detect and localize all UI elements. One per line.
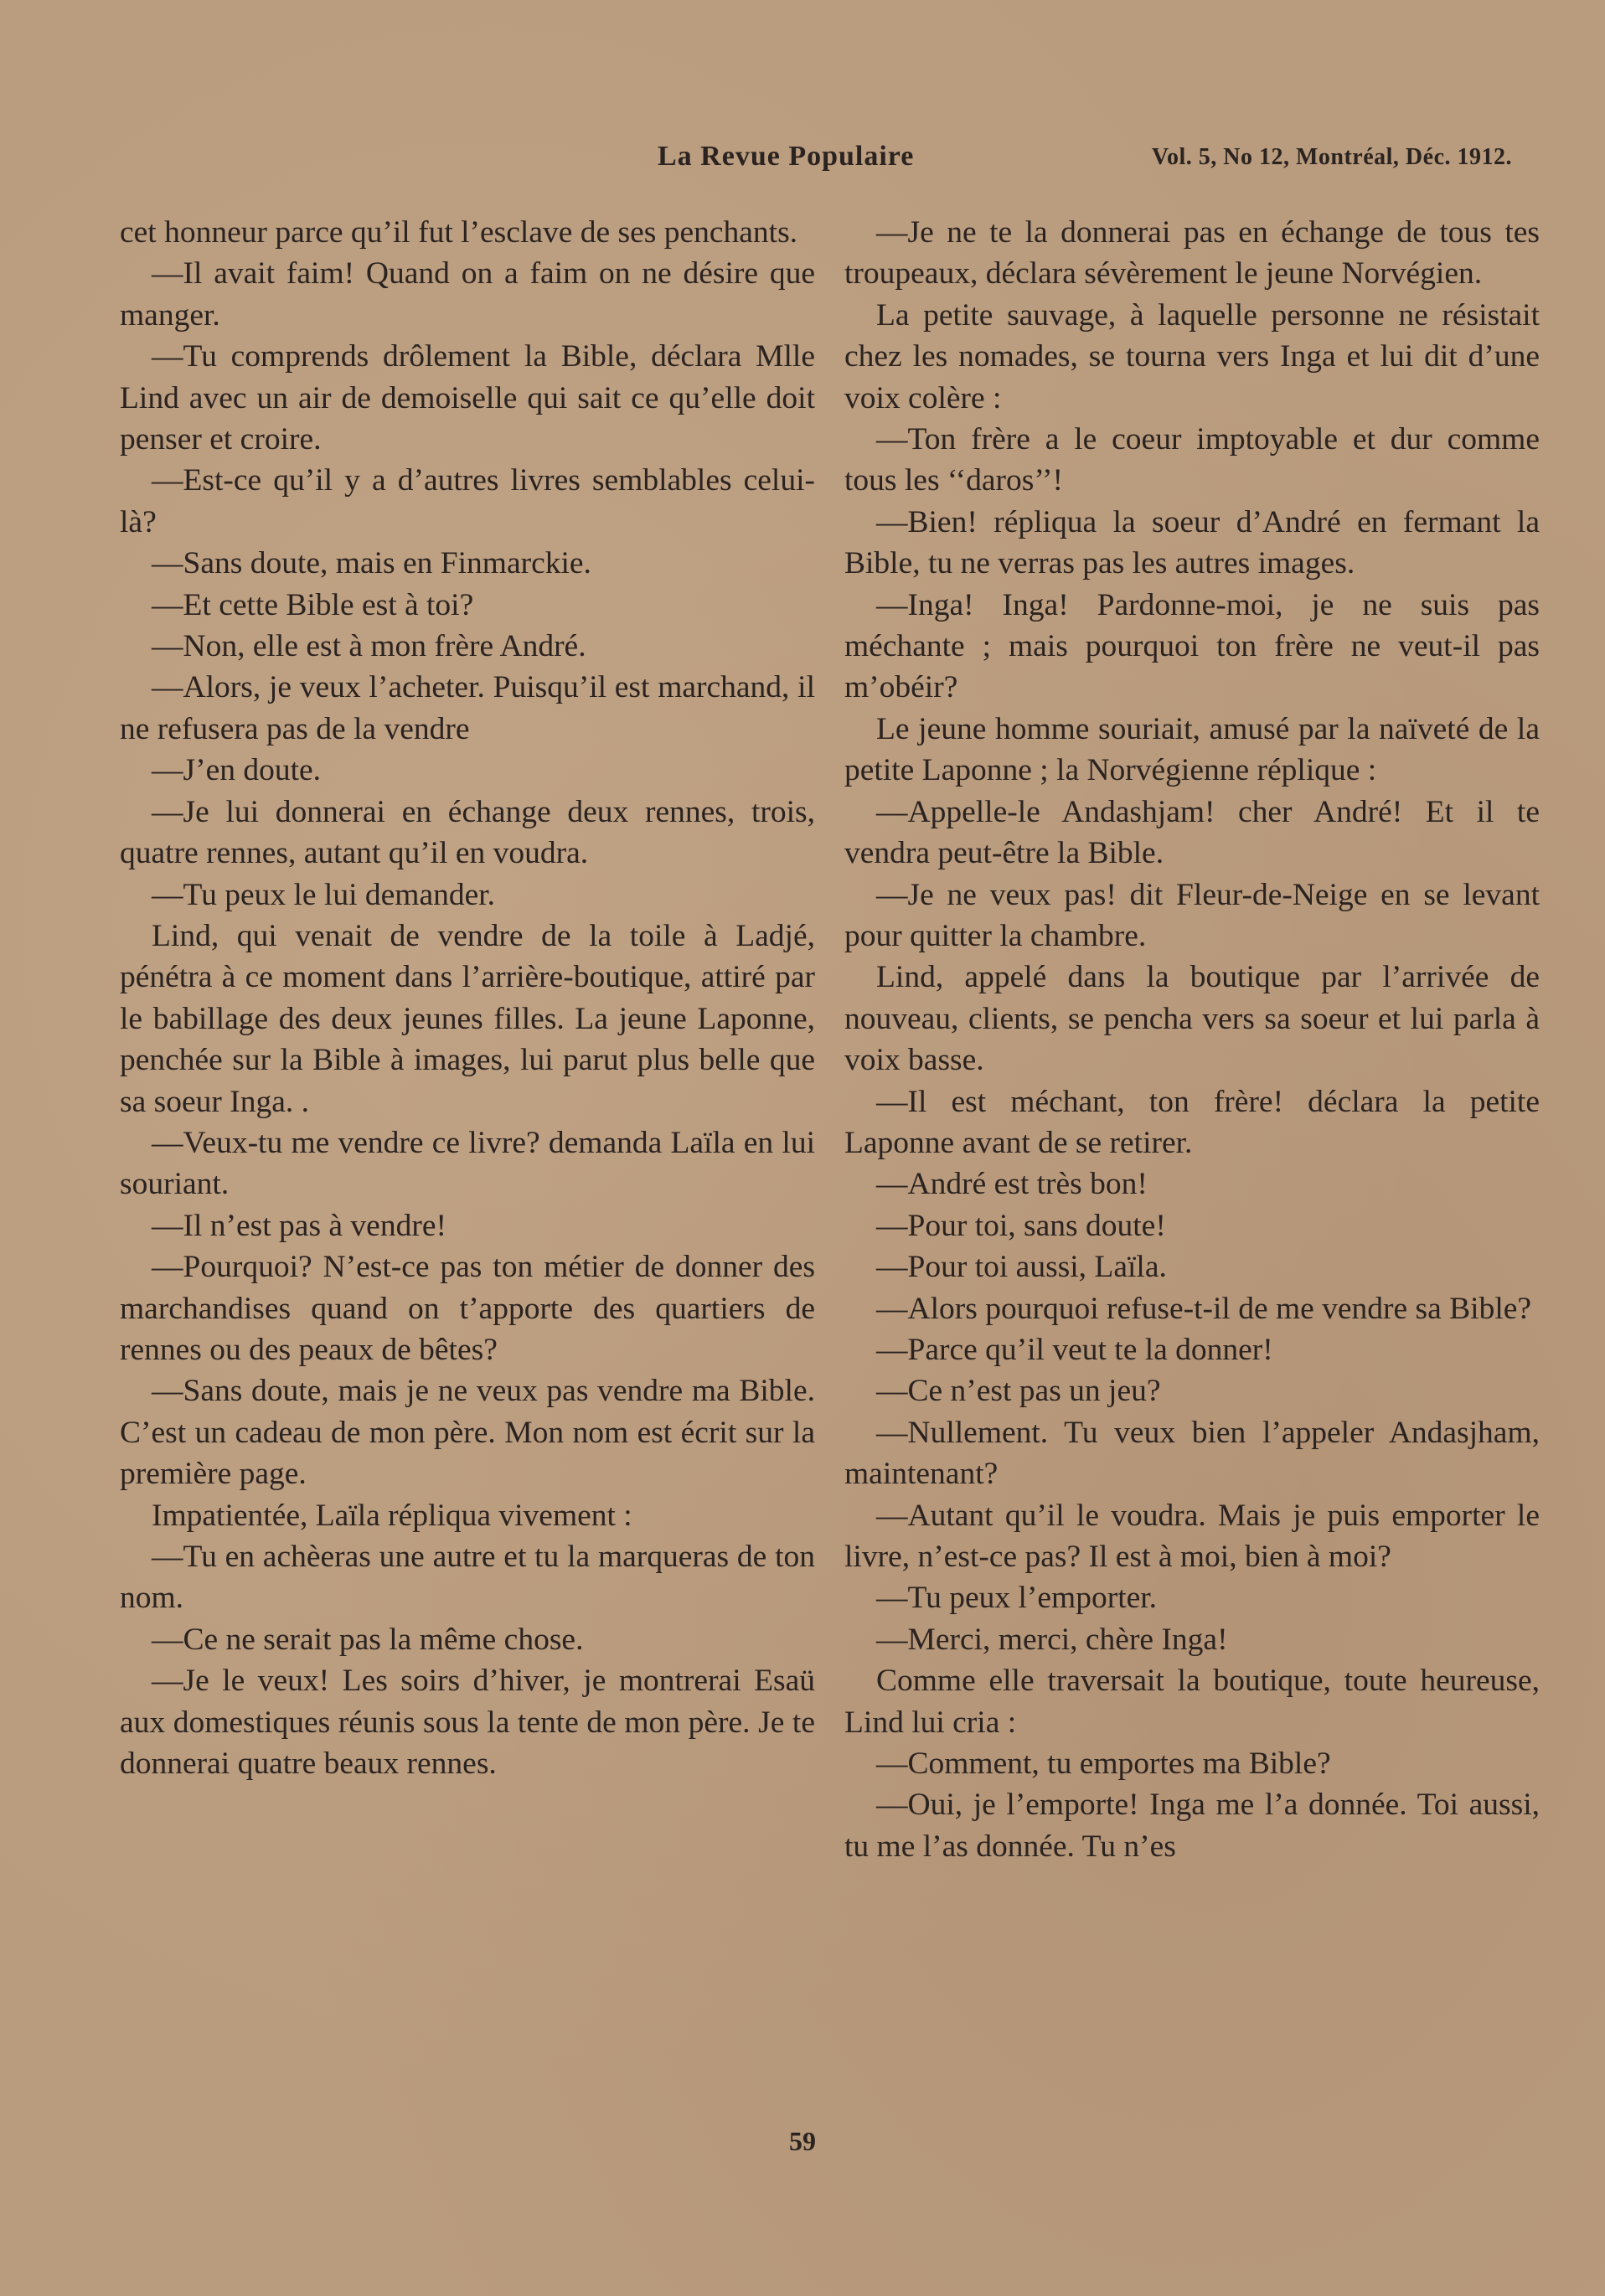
paragraph: cet honneur parce qu’il fut l’esclave de ses penchants. xyxy=(120,215,798,250)
paragraph: —Et cette Bible est à toi? xyxy=(152,587,474,622)
paragraph: Impatientée, Laïla répliqua vivement : xyxy=(152,1498,632,1533)
paragraph: —Ce ne serait pas la même chose. xyxy=(152,1622,584,1657)
paragraph: —Appelle-le Andashjam! cher André! Et il te vendra peut-être la Bible. xyxy=(844,794,1540,871)
paragraph: —Sans doute, mais je ne veux pas vendre ma Bible. C’est un cadeau de mon père. Mon nom est écrit sur la première page. xyxy=(120,1374,815,1492)
paragraph: —Pour toi, sans doute! xyxy=(876,1208,1166,1243)
paragraph: —Je le veux! Les soirs d’hiver, je montrerai Esaü aux domestiques réunis sous la tente de mon père. Je te donnerai quatre beaux rennes. xyxy=(120,1664,815,1782)
paragraph: —Oui, je l’emporte! Inga me l’a donnée. Toi aussi, tu me l’as donnée. Tu n’es xyxy=(844,1788,1540,1864)
paragraph: Le jeune homme souriait, amusé par la naïveté de la petite Laponne ; la Norvégienne réplique : xyxy=(844,711,1540,788)
paragraph: —Il n’est pas à vendre! xyxy=(152,1208,446,1243)
paragraph: Comme elle traversait la boutique, toute heureuse, Lind lui cria : xyxy=(844,1664,1540,1740)
paragraph: —Est-ce qu’il y a d’autres livres semblables celui-là? xyxy=(120,463,815,539)
paragraph: —Pour toi aussi, Laïla. xyxy=(876,1250,1167,1285)
journal-title: La Revue Populaire xyxy=(658,141,915,172)
paragraph: —Sans doute, mais en Finmarckie. xyxy=(152,546,591,581)
paragraph: —Non, elle est à mon frère André. xyxy=(152,629,586,664)
paragraph: —Tu peux le lui demander. xyxy=(152,877,496,912)
paragraph: —Veux-tu me vendre ce livre? demanda Laïla en lui souriant. xyxy=(120,1125,815,1202)
page-number: 59 xyxy=(789,2126,816,2156)
paragraph: —Je ne te la donnerai pas en échange de tous tes troupeaux, déclara sévèrement le jeune Norvégien. xyxy=(844,215,1540,292)
paragraph: —Ce n’est pas un jeu? xyxy=(876,1374,1161,1409)
paragraph: —Alors pourquoi refuse-t-il de me vendre sa Bible? xyxy=(876,1291,1532,1326)
paragraph: —Il avait faim! Quand on a faim on ne désire que manger. xyxy=(120,256,815,333)
paragraph: —Tu peux l’emporter. xyxy=(876,1581,1158,1616)
paragraph: La petite sauvage, à laquelle personne ne résistait chez les nomades, se tourna vers Inga et lui dit d’une voix colère : xyxy=(844,297,1540,415)
right-column xyxy=(844,212,1540,1867)
paragraph: —Tu comprends drôlement la Bible, déclara Mlle Lind avec un air de demoiselle qui sait ce qu’elle doit penser et croire. xyxy=(120,339,815,457)
paragraph: —Je lui donnerai en échange deux rennes, trois, quatre rennes, autant qu’il en voudra. xyxy=(120,794,815,871)
paragraph: —Autant qu’il le voudra. Mais je puis emporter le livre, n’est-ce pas? Il est à moi, bien à moi? xyxy=(844,1498,1540,1574)
issue-info: Vol. 5, No 12, Montréal, Déc. 1912. xyxy=(1151,144,1512,170)
paragraph: —Inga! Inga! Pardonne-moi, je ne suis pas méchante ; mais pourquoi ton frère ne veut-il pas m’obéir? xyxy=(844,587,1540,705)
paragraph: —Ton frère a le coeur imptoyable et dur comme tous les ‘‘daros’’! xyxy=(844,422,1540,498)
paragraph: —J’en doute. xyxy=(152,753,322,788)
paragraph: —Comment, tu emportes ma Bible? xyxy=(876,1747,1331,1782)
paragraph: —Merci, merci, chère Inga! xyxy=(876,1622,1228,1657)
paragraph: Lind, appelé dans la boutique par l’arrivée de nouveau, clients, se pencha vers sa soeur et lui parla à voix basse. xyxy=(844,960,1540,1078)
paragraph: —Alors, je veux l’acheter. Puisqu’il est marchand, il ne refusera pas de la vendre xyxy=(120,670,815,746)
paragraph: —Tu en achèeras une autre et tu la marqueras de ton nom. xyxy=(120,1540,815,1616)
paragraph: —Bien! répliqua la soeur d’André en fermant la Bible, tu ne verras pas les autres images. xyxy=(844,504,1540,581)
paragraph: —Il est méchant, ton frère! déclara la petite Laponne avant de se retirer. xyxy=(844,1084,1540,1160)
left-column xyxy=(120,212,815,1784)
paragraph: —André est très bon! xyxy=(876,1167,1148,1202)
paragraph: —Je ne veux pas! dit Fleur-de-Neige en se levant pour quitter la chambre. xyxy=(844,877,1540,953)
paragraph: Lind, qui venait de vendre de la toile à Ladjé, pénétra à ce moment dans l’arrière-boutique, attiré par le babillage des deux jeunes filles. La jeune Laponne, penchée sur la Bible à images, lui parut plus belle que sa soeur Inga. . xyxy=(120,918,815,1119)
paragraph: —Pourquoi? N’est-ce pas ton métier de donner des marchandises quand on t’apporte des quartiers de rennes ou des peaux de bêtes? xyxy=(120,1250,815,1367)
paragraph: —Parce qu’il veut te la donner! xyxy=(876,1332,1273,1367)
paragraph: —Nullement. Tu veux bien l’appeler Andasjham, maintenant? xyxy=(844,1415,1540,1492)
running-header xyxy=(658,141,1512,183)
